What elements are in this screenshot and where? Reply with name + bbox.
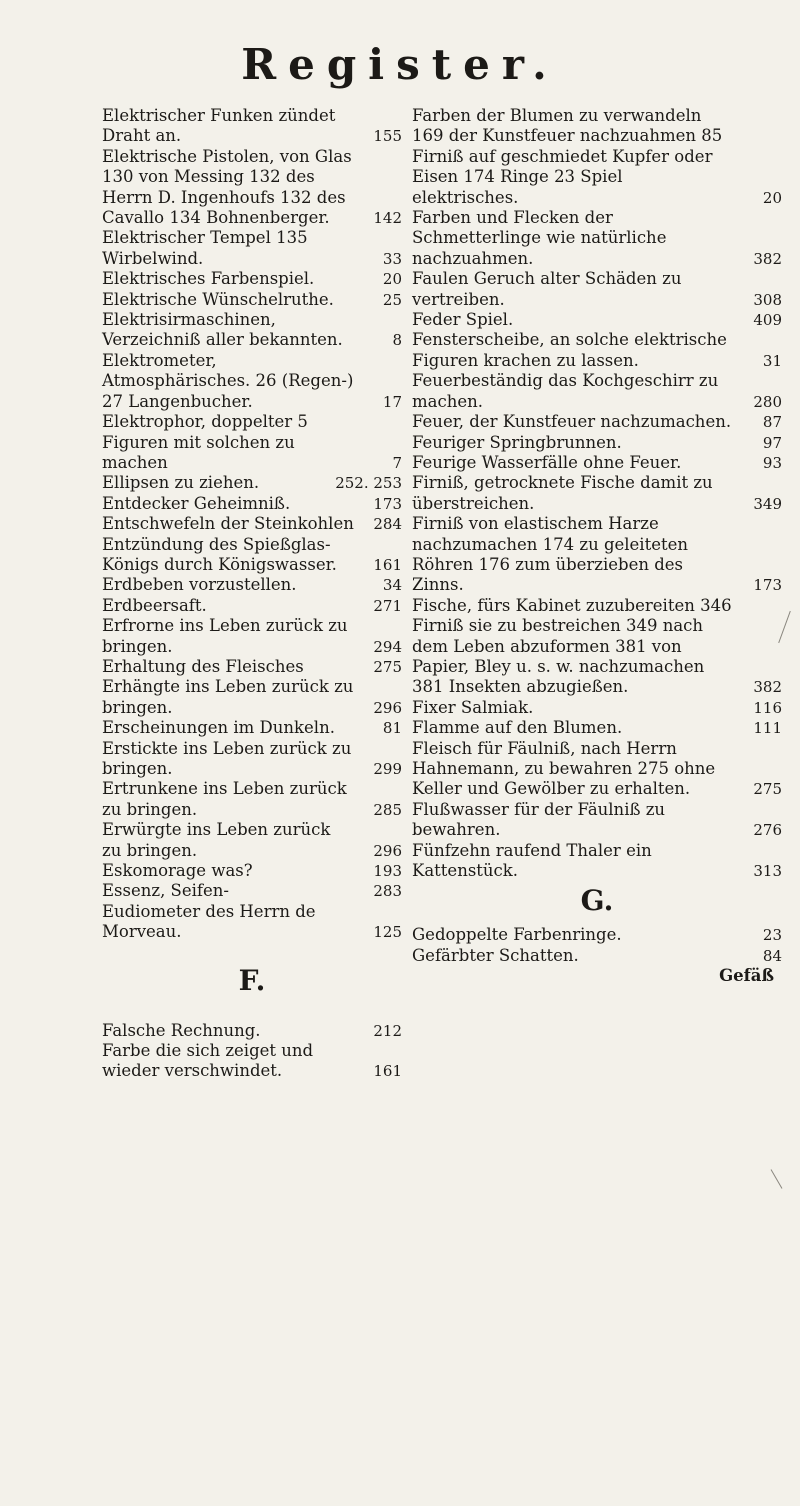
index-entry-page-number: 33	[382, 249, 402, 268]
index-entry-page-number: 20	[382, 270, 402, 289]
index-entry-text: Fixer Salmiak.	[412, 697, 534, 717]
index-entry	[102, 269, 402, 289]
index-entry	[102, 820, 402, 861]
index-entry-text: Fleisch für Fäulniß, nach Herrn Hahnemann, zu bewahren 275 ohne Keller und Gewölber zu erhalten.	[412, 738, 716, 799]
index-entry-text: Elektrisches Farbenspiel.	[102, 269, 315, 289]
index-entry-page-number: 97	[762, 433, 782, 452]
index-entry-text: Falsche Rechnung.	[102, 1020, 261, 1040]
index-entry-text: Elektrische Wünschelruthe.	[102, 289, 334, 309]
index-entry-page-number: 116	[753, 698, 782, 717]
index-entry-text: Firniß, getrocknete Fische damit zu überstreichen.	[412, 473, 713, 513]
index-entry-page-number: 7	[392, 453, 402, 472]
index-entry-text: Erfrorne ins Leben zurück zu bringen.	[102, 616, 348, 656]
index-entry	[412, 739, 782, 800]
index-entry-text: Elektrisirmaschinen, Verzeichniß aller bekannten.	[102, 310, 343, 350]
index-entry-page-number: 271	[373, 596, 402, 615]
index-entry-text: Fünfzehn raufend Thaler ein Kattenstück.	[412, 840, 652, 881]
index-entry-page-number: 299	[373, 760, 402, 778]
left-entries	[102, 106, 402, 943]
index-entry-text: Erstickte ins Leben zurück zu bringen.	[102, 738, 352, 778]
index-entry-page-number: 23	[762, 926, 782, 945]
index-entry-text: Elektrophor, doppelter 5 Figuren mit solchen zu machen	[102, 412, 308, 472]
index-entry	[412, 698, 782, 718]
index-entry-text: Erdbeben vorzustellen.	[102, 575, 297, 595]
index-entry	[412, 473, 782, 514]
index-entry	[412, 841, 782, 882]
index-entry-page-number: 382	[753, 678, 782, 697]
index-entry-text: Entzündung des Spießglas-Königs durch Königswasser.	[102, 534, 337, 574]
index-entry-text: Feuerbeständig das Kochgeschirr zu machen.	[412, 371, 719, 411]
index-entry-text: Ertrunkene ins Leben zurück zu bringen.	[102, 779, 347, 819]
index-entry-text: Elektrische Pistolen, von Glas 130 von Messing 132 des Herrn D. Ingenhoufs 132 des Cavallo 134 Bohnenberger.	[102, 146, 352, 228]
index-entry-text: Elektrometer, Atmosphärisches. 26 (Regen-) 27 Langenbucher.	[102, 350, 354, 411]
index-entry	[412, 371, 782, 412]
index-entry-page-number: 285	[373, 800, 402, 819]
margin-mark	[771, 1169, 783, 1189]
index-entry-text: Eudiometer des Herrn de Morveau.	[102, 901, 316, 942]
index-entry-page-number: 283	[373, 882, 402, 901]
index-entry	[102, 535, 402, 576]
index-entry	[102, 657, 402, 677]
index-entry	[412, 925, 782, 945]
index-entry	[102, 861, 402, 881]
index-entry-page-number: 25	[382, 290, 402, 309]
index-entry-page-number: 382	[753, 249, 782, 268]
index-entry	[102, 575, 402, 595]
index-entry-text: Eskomorage was?	[102, 861, 253, 881]
index-entry-text: Feder Spiel.	[412, 310, 514, 330]
index-entry	[102, 290, 402, 310]
index-entry-page-number: 276	[753, 821, 782, 840]
index-entry-text: Farben der Blumen zu verwandeln 169 der Kunstfeuer nachzuahmen 85 Firniß auf geschmiedet Kupfer oder Eisen 174 Ringe 23 Spiel elektrisches.	[412, 106, 723, 207]
index-entry	[412, 269, 782, 310]
index-entry	[102, 228, 402, 269]
index-entry-page-number: 173	[373, 494, 402, 513]
index-entry-page-number: 93	[762, 453, 782, 472]
index-entry-page-number: 111	[753, 719, 782, 738]
index-entry-page-number: 193	[373, 862, 402, 881]
index-entry-page-number: 20	[762, 188, 782, 207]
index-entry-page-number: 161	[373, 555, 402, 574]
index-entry	[102, 106, 402, 147]
index-entry-text: Elektrischer Tempel 135 Wirbelwind.	[102, 228, 308, 268]
index-entry-page-number: 252. 253	[335, 474, 402, 493]
index-entry-page-number: 87	[762, 413, 782, 432]
index-entry-page-number: 308	[753, 290, 782, 309]
index-entry	[412, 596, 782, 698]
index-entry	[102, 310, 402, 351]
index-entry	[102, 596, 402, 616]
index-entry-page-number: 313	[753, 862, 782, 881]
index-entry-page-number: 349	[753, 494, 782, 513]
index-entry	[412, 208, 782, 269]
index-entry-text: Elektrischer Funken zündet Draht an.	[102, 106, 336, 146]
running-head: Register.	[241, 40, 559, 89]
index-entry	[412, 106, 782, 208]
index-entry-text: Feurige Wasserfälle ohne Feuer.	[412, 452, 682, 472]
index-entry-text: Fensterscheibe, an solche elektrische Figuren krachen zu lassen.	[412, 330, 727, 370]
index-entry-page-number: 296	[373, 841, 402, 860]
index-entry	[412, 330, 782, 371]
index-entry	[102, 494, 402, 514]
index-entry-text: Erhängte ins Leben zurück zu bringen.	[102, 677, 354, 717]
left-column	[102, 106, 402, 1082]
index-entry	[412, 514, 782, 596]
index-entry-text: Ellipsen zu ziehen.	[102, 473, 260, 493]
index-entry-text: Entdecker Geheimniß.	[102, 493, 291, 513]
index-entry	[412, 453, 782, 473]
index-entry-text: Fische, fürs Kabinet zuzubereiten 346 Firniß sie zu bestreichen 349 nach dem Leben abzuformen 381 von Papier, Bley u. s. w. nachzumachen 381 Insekten abzugießen.	[412, 595, 732, 697]
index-entry-text: Farbe die sich zeiget und wieder verschwindet.	[102, 1041, 314, 1081]
index-entry-page-number: 212	[373, 1021, 402, 1040]
index-entry-page-number: 294	[373, 637, 402, 656]
index-entry-page-number: 125	[373, 923, 402, 942]
index-entry	[412, 412, 782, 432]
index-entry	[102, 473, 402, 493]
right-column	[412, 106, 782, 985]
index-entry	[102, 616, 402, 657]
index-entry	[102, 881, 402, 901]
index-entry	[412, 946, 782, 966]
index-entry-page-number: 8	[392, 331, 402, 350]
index-entry-text: Flamme auf den Blumen.	[412, 718, 623, 738]
index-entry-page-number: 409	[753, 311, 782, 330]
right-entries-g	[412, 925, 782, 966]
index-entry	[412, 800, 782, 841]
index-entry	[102, 677, 402, 718]
index-entry-text: Erwürgte ins Leben zurück zu bringen.	[102, 820, 331, 860]
index-entry-page-number: 280	[753, 392, 782, 411]
index-entry-text: Gefärbter Schatten.	[412, 945, 579, 965]
index-entry	[102, 718, 402, 738]
index-entry-text: Flußwasser für der Fäulniß zu bewahren.	[412, 799, 666, 840]
index-entry	[102, 902, 402, 943]
index-entry-page-number: 296	[373, 698, 402, 717]
index-entry	[412, 718, 782, 738]
section-letter-f: F.	[238, 963, 266, 997]
right-entries	[412, 106, 782, 881]
index-entry-page-number: 34	[382, 576, 402, 595]
index-entry-text: Essenz, Seifen-	[102, 881, 229, 901]
index-entry-text: Gedoppelte Farbenringe.	[412, 925, 622, 945]
index-entry-page-number: 142	[373, 209, 402, 228]
index-entry	[102, 351, 402, 412]
index-entry-page-number: 17	[382, 392, 402, 411]
index-entry-text: Feuriger Springbrunnen.	[412, 432, 622, 452]
index-entry-text: Erscheinungen im Dunkeln.	[102, 718, 335, 738]
index-entry-page-number: 275	[373, 657, 402, 676]
index-entry	[102, 1021, 402, 1041]
index-entry-page-number: 284	[373, 515, 402, 534]
index-entry-text: Farben und Flecken der Schmetterlinge wie natürliche nachzuahmen.	[412, 208, 667, 268]
index-entry-text: Entschwefeln der Steinkohlen	[102, 514, 354, 534]
index-entry	[412, 310, 782, 330]
index-entry-page-number: 275	[753, 780, 782, 799]
index-entry	[102, 779, 402, 820]
index-entry	[102, 739, 402, 780]
index-entry-page-number: 84	[762, 946, 782, 965]
index-entry	[102, 412, 402, 473]
index-entry	[102, 147, 402, 229]
index-entry-text: Erhaltung des Fleisches	[102, 656, 304, 676]
index-entry-page-number: 81	[382, 719, 402, 738]
section-letter-g: G.	[580, 884, 614, 918]
catchword: Gefäß	[719, 966, 774, 986]
index-entry-text: Faulen Geruch alter Schäden zu vertreiben.	[412, 269, 682, 309]
index-entry-page-number: 31	[762, 351, 782, 370]
index-entry-text: Firniß von elastischem Harze nachzumachen 174 zu geleiteten Röhren 176 zum überzieben des Zinns.	[412, 514, 689, 595]
left-entries-f	[102, 1021, 402, 1082]
index-entry	[412, 433, 782, 453]
index-entry-text: Erdbeersaft.	[102, 595, 207, 615]
index-entry-text: Feuer, der Kunstfeuer nachzumachen.	[412, 412, 732, 432]
index-entry	[102, 514, 402, 534]
index-entry-page-number: 173	[753, 576, 782, 595]
index-entry-page-number: 161	[373, 1062, 402, 1081]
index-entry	[102, 1041, 402, 1082]
index-entry-page-number: 155	[373, 127, 402, 146]
